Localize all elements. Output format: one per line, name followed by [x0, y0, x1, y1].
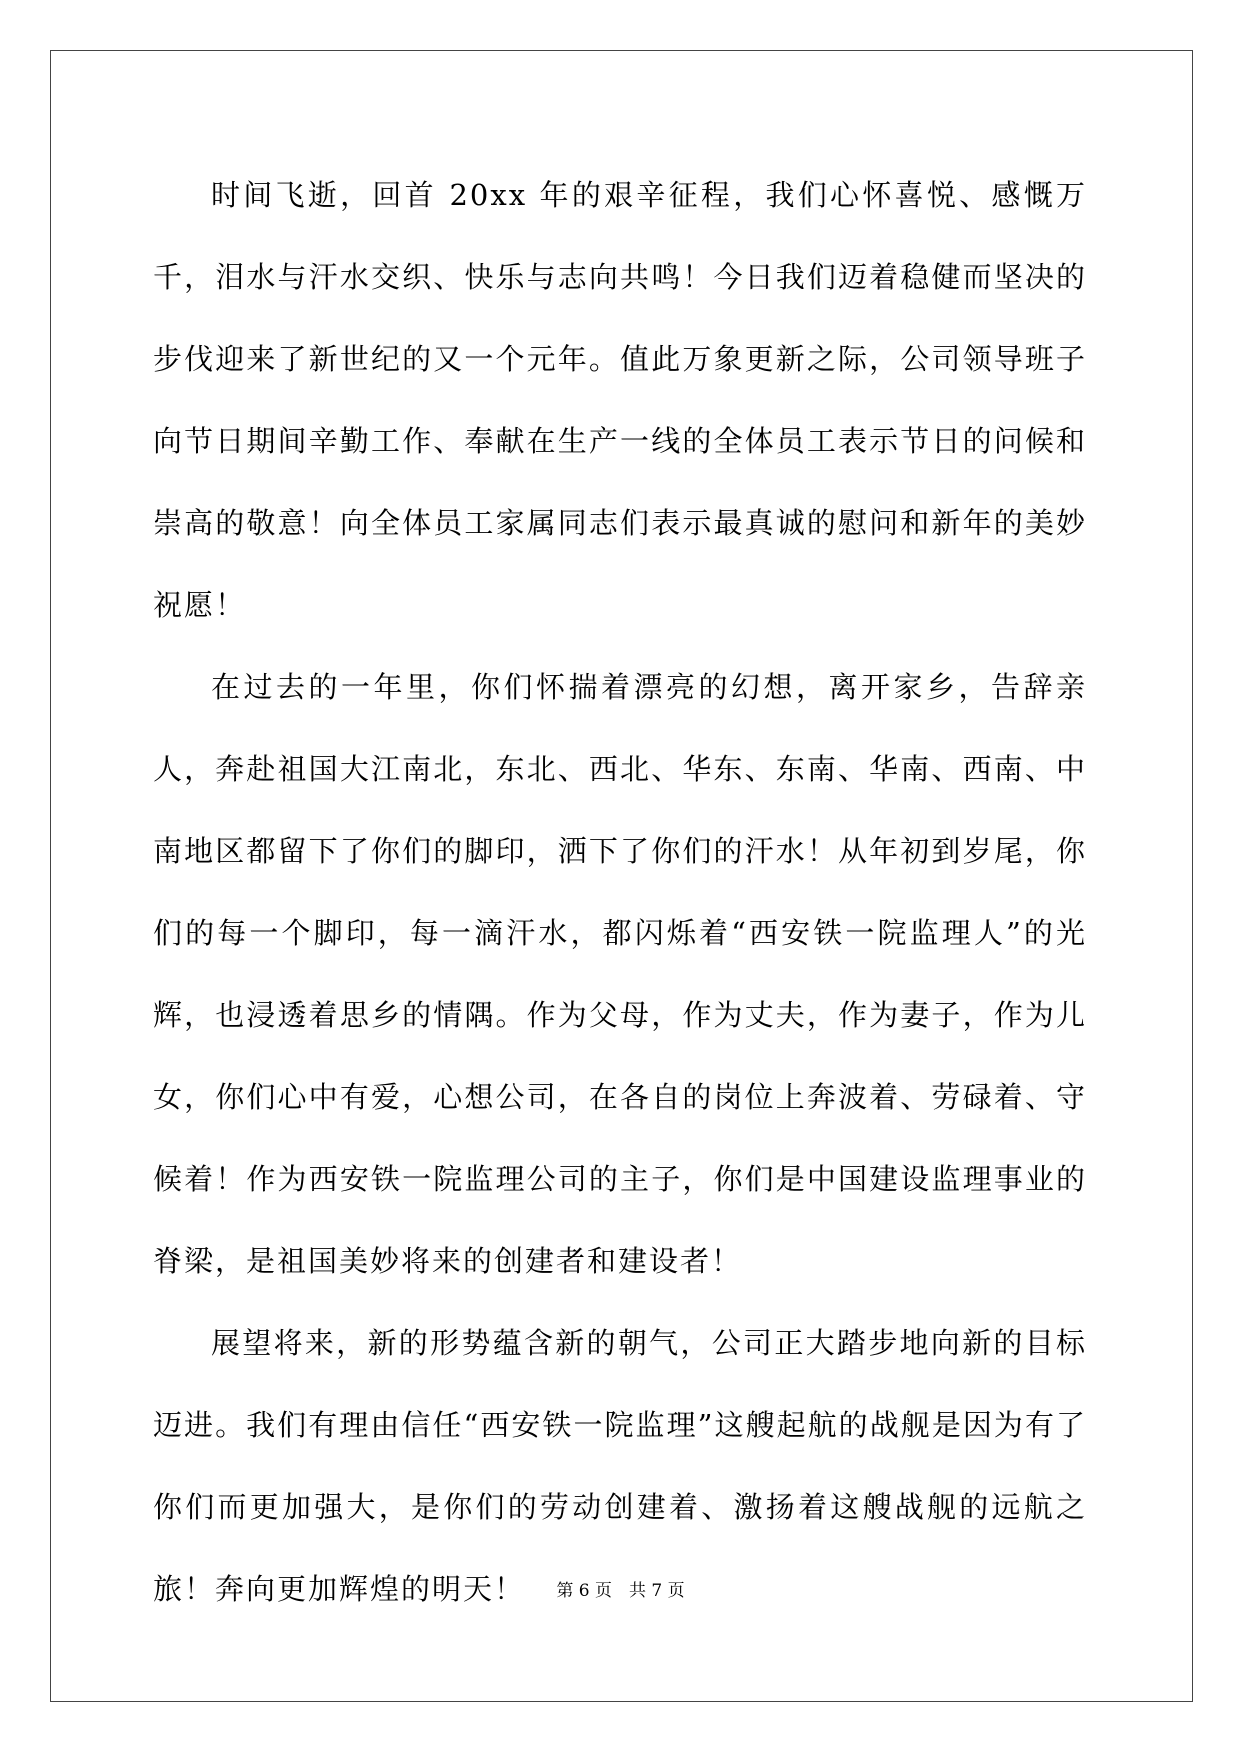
- document-body: [153, 154, 1087, 1630]
- paragraph-2: 在过去的一年里，你们怀揣着漂亮的幻想，离开家乡，告辞亲人，奔赴祖国大江南北，东北、西北、华东、东南、华南、西南、中南地区都留下了你们的脚印，洒下了你们的汗水！从年初到岁尾，你们的每一个脚印，每一滴汗水，都闪烁着“西安铁一院监理人”的光辉，也浸透着思乡的情隅。作为父母，作为丈夫，作为妻子，作为儿女，你们心中有爱，心想公司，在各自的岗位上奔波着、劳碌着、守候着！作为西安铁一院监理公司的主子，你们是中国建设监理事业的脊梁，是祖国美妙将来的创建者和建设者！: [153, 670, 1087, 1278]
- paragraph-3: 展望将来，新的形势蕴含新的朝气，公司正大踏步地向新的目标迈进。我们有理由信任“西安铁一院监理”这艘起航的战舰是因为有了你们而更加强大，是你们的劳动创建着、激扬着这艘战舰的远航之旅！奔向更加辉煌的明天！: [153, 1326, 1087, 1606]
- page-number-footer: 第 6 页 共 7 页: [556, 1581, 685, 1601]
- paragraph-1: 时间飞逝，回首 20xx 年的艰辛征程，我们心怀喜悦、感慨万千，泪水与汗水交织、快乐与志向共鸣！今日我们迈着稳健而坚决的步伐迎来了新世纪的又一个元年。值此万象更新之际，公司领导班子向节日期间辛勤工作、奉献在生产一线的全体员工表示节日的问候和崇高的敬意！向全体员工家属同志们表示最真诚的慰问和新年的美妙祝愿！: [153, 178, 1087, 622]
